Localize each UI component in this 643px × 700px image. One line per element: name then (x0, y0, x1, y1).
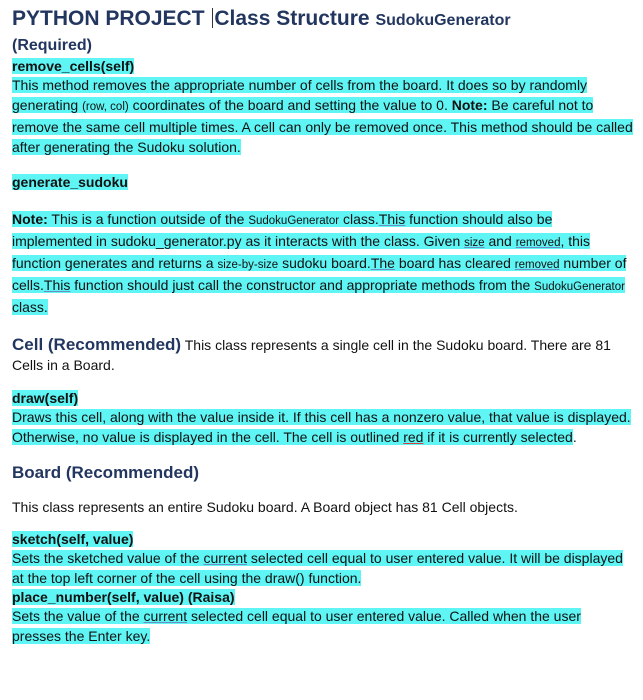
sketch-t1: Sets the sketched value of the (12, 550, 204, 566)
gs-t7: and (484, 233, 516, 249)
gs-t17: function should just call the constructor and appropriate methods from the (70, 277, 535, 293)
gs-t5: function should also be implemented in sudoku_generator.py as it interacts with the class. Given (12, 211, 553, 249)
board-description: This class represents an entire Sudoku board. A Board object has 81 Cell objects. (12, 499, 518, 515)
sketch-t3: selected cell equal to user entered value. It will be displayed at the top left corner of the cell using the draw() function. (12, 550, 623, 586)
place-number-current: current (143, 608, 188, 624)
draw-red: red (403, 429, 424, 445)
remove-cells-text-3: coordinates of the board and setting the value to 0. (128, 97, 452, 113)
remove-cells-note: Note: (451, 97, 488, 113)
remove-cells-signature: remove_cells(self) (12, 58, 135, 74)
gs-t15: number of cells. (12, 255, 627, 293)
place-number-description (12, 606, 633, 646)
place-number-t1: Sets the value of the (12, 608, 144, 624)
page-title (12, 6, 633, 34)
draw-description (12, 407, 633, 447)
generate-sudoku-signature: generate_sudoku (12, 174, 128, 190)
gs-t11: sudoku board. (278, 255, 371, 271)
required-label: (Required) (12, 37, 92, 54)
place-number-section (12, 588, 633, 646)
draw-t3: if it is currently selected (423, 429, 573, 445)
gs-t19: class. (12, 299, 48, 315)
gs-t14: removed (514, 259, 560, 271)
gs-t10: size-by-size (217, 259, 279, 271)
draw-signature: draw(self) (12, 390, 79, 406)
title-class-structure: Class Structure (214, 7, 376, 30)
generate-sudoku-section (12, 173, 633, 317)
draw-section (12, 389, 633, 447)
gs-t2: SudokuGenerator (248, 215, 340, 227)
place-number-signature: place_number(self, value) (Raisa) (12, 589, 235, 605)
spacer (12, 191, 633, 209)
gs-t8: removed (515, 237, 561, 249)
cell-description: This class represents a single cell in the Sudoku board. There are 81 Cells in a Board. (12, 337, 611, 373)
title-class-name: SudokuGenerator (375, 12, 511, 29)
sketch-current: current (203, 550, 248, 566)
generate-sudoku-description (12, 209, 633, 317)
remove-cells-section (12, 57, 633, 157)
gs-t12: The (370, 255, 395, 271)
place-number-t3: selected cell equal to user entered value. Called when the user presses the Enter key. (12, 608, 581, 644)
board-heading: Board (Recommended) (12, 463, 200, 482)
cell-section (12, 335, 633, 375)
gs-t6: size (464, 237, 485, 249)
remove-cells-rowcol: (row, col) (82, 101, 129, 113)
draw-t1: Draws this cell, along with the value inside it. If this cell has a nonzero value, that value is displayed. Otherwise, no value is displayed in the cell. The cell is outlined (12, 409, 631, 445)
sketch-description (12, 548, 633, 588)
gs-t16: This (43, 277, 71, 293)
gs-t9: , this function generates and returns a (12, 233, 591, 271)
gs-t13: board has cleared (394, 255, 515, 271)
board-section (12, 463, 633, 517)
gs-t18: SudokuGenerator (534, 281, 625, 293)
remove-cells-description (12, 75, 633, 157)
gs-t1: This is a function outside of the (47, 211, 249, 227)
remove-cells-text-1: This method removes the appropriate number of cells from the board. It does so by randomly generating (12, 77, 588, 113)
cell-heading: Cell (Recommended) (12, 335, 182, 354)
remove-cells-text-5: Be careful not to remove the same cell multiple times. A cell can only be removed once. This method should be called after generating the Sudoku solution. (12, 97, 633, 155)
sketch-section (12, 530, 633, 588)
title-main: PYTHON PROJECT (12, 7, 211, 30)
gs-t4: This (378, 211, 406, 227)
gs-t3: class. (339, 211, 379, 227)
sketch-signature: sketch(self, value) (12, 531, 134, 547)
draw-period: . (572, 429, 577, 445)
gs-note: Note: (12, 211, 48, 227)
